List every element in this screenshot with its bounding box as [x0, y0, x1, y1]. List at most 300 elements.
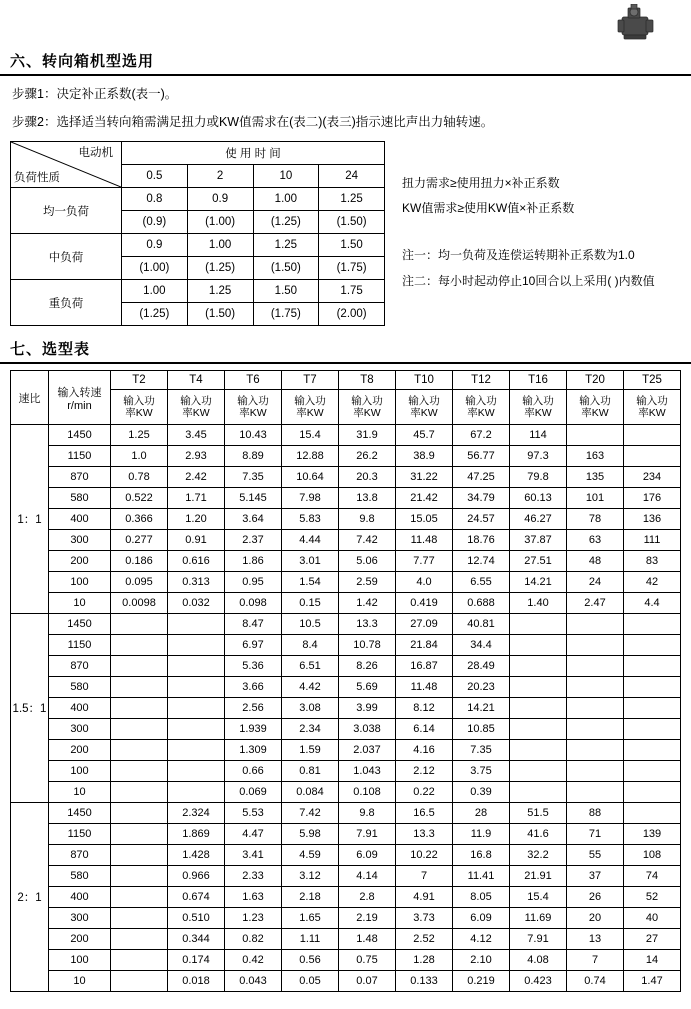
power-cell-T25: [624, 740, 681, 761]
power-cell-T2: [111, 698, 168, 719]
power-cell-T2: 0.0098: [111, 593, 168, 614]
power-cell-T6: 7.35: [225, 467, 282, 488]
power-cell-T4: [168, 761, 225, 782]
power-cell-T12: 0.219: [453, 971, 510, 992]
power-cell-T25: 139: [624, 824, 681, 845]
power-cell-T7: 5.83: [282, 509, 339, 530]
power-cell-T10: 16.87: [396, 656, 453, 677]
power-cell-T12: 7.35: [453, 740, 510, 761]
power-cell-T25: 40: [624, 908, 681, 929]
power-cell-T4: 1.20: [168, 509, 225, 530]
table-row: [11, 908, 681, 929]
hours-header-3: 24: [319, 165, 385, 188]
power-cell-T12: 56.77: [453, 446, 510, 467]
power-cell-T16: [510, 698, 567, 719]
power-cell-T6: 4.47: [225, 824, 282, 845]
power-cell-T6: 0.043: [225, 971, 282, 992]
power-cell-T10: 0.22: [396, 782, 453, 803]
power-cell-T25: 74: [624, 866, 681, 887]
coef-value: 1.50: [253, 280, 319, 303]
power-cell-T6: 1.939: [225, 719, 282, 740]
power-cell-T20: 88: [567, 803, 624, 824]
section-6-title: 六、转向箱机型选用: [0, 48, 691, 76]
power-cell-T20: [567, 677, 624, 698]
table-row: [11, 866, 681, 887]
coef-value-paren: (1.00): [122, 257, 188, 280]
power-cell-T8: 8.26: [339, 656, 396, 677]
selection-table-block: [10, 370, 681, 992]
load-row-label-1: 中负荷: [11, 234, 122, 280]
power-cell-T2: 1.25: [111, 425, 168, 446]
power-cell-T10: 16.5: [396, 803, 453, 824]
power-cell-T6: 8.47: [225, 614, 282, 635]
power-cell-T12: 14.21: [453, 698, 510, 719]
power-cell-T25: [624, 803, 681, 824]
power-cell-T20: [567, 614, 624, 635]
power-cell-T8: 2.037: [339, 740, 396, 761]
power-cell-T6: 8.89: [225, 446, 282, 467]
power-cell-T20: [567, 635, 624, 656]
power-cell-T7: 0.05: [282, 971, 339, 992]
power-cell-T25: 52: [624, 887, 681, 908]
coef-value: 1.25: [319, 188, 385, 211]
input-speed-cell: 1450: [49, 803, 111, 824]
power-cell-T20: [567, 761, 624, 782]
table-row: [11, 425, 681, 446]
power-cell-T10: 21.42: [396, 488, 453, 509]
power-cell-T4: [168, 656, 225, 677]
corner-label-bottom: 负荷性质: [14, 172, 60, 184]
load-row-label-2: 重负荷: [11, 280, 122, 326]
input-speed-cell: 10: [49, 593, 111, 614]
table-row: [11, 467, 681, 488]
power-cell-T2: [111, 803, 168, 824]
power-cell-T2: 0.277: [111, 530, 168, 551]
power-cell-T4: 2.42: [168, 467, 225, 488]
notes-block: [402, 171, 691, 294]
table-row: [11, 950, 681, 971]
header-unit: 输入功 率KW: [453, 390, 510, 425]
power-cell-T20: [567, 719, 624, 740]
power-cell-T12: 11.41: [453, 866, 510, 887]
power-cell-T25: [624, 782, 681, 803]
power-cell-T8: 3.99: [339, 698, 396, 719]
power-cell-T25: 111: [624, 530, 681, 551]
power-cell-T8: 1.48: [339, 929, 396, 950]
power-cell-T25: [624, 614, 681, 635]
power-cell-T10: 11.48: [396, 530, 453, 551]
power-cell-T12: 6.55: [453, 572, 510, 593]
power-cell-T6: 0.42: [225, 950, 282, 971]
header-model-T4: T4: [168, 371, 225, 390]
power-cell-T12: 28: [453, 803, 510, 824]
coef-value-paren: (1.50): [253, 257, 319, 280]
power-cell-T2: [111, 656, 168, 677]
power-cell-T4: [168, 614, 225, 635]
power-cell-T12: 10.85: [453, 719, 510, 740]
power-cell-T16: 15.4: [510, 887, 567, 908]
power-cell-T2: 0.522: [111, 488, 168, 509]
power-cell-T7: 2.34: [282, 719, 339, 740]
power-cell-T12: 12.74: [453, 551, 510, 572]
power-cell-T16: 27.51: [510, 551, 567, 572]
ratio-cell: 1：1: [11, 425, 49, 614]
power-cell-T16: 46.27: [510, 509, 567, 530]
power-cell-T2: 0.095: [111, 572, 168, 593]
input-speed-cell: 300: [49, 530, 111, 551]
power-cell-T7: 4.59: [282, 845, 339, 866]
power-cell-T25: [624, 698, 681, 719]
input-speed-cell: 200: [49, 740, 111, 761]
power-cell-T10: 6.14: [396, 719, 453, 740]
power-cell-T2: [111, 614, 168, 635]
coef-value: 0.9: [122, 234, 188, 257]
hours-header-1: 2: [187, 165, 253, 188]
power-cell-T12: 3.75: [453, 761, 510, 782]
power-cell-T20: 71: [567, 824, 624, 845]
power-cell-T4: 0.174: [168, 950, 225, 971]
power-cell-T16: [510, 614, 567, 635]
power-cell-T16: 41.6: [510, 824, 567, 845]
power-cell-T16: 21.91: [510, 866, 567, 887]
power-cell-T20: [567, 656, 624, 677]
power-cell-T12: 47.25: [453, 467, 510, 488]
power-cell-T7: 0.56: [282, 950, 339, 971]
power-cell-T7: 8.4: [282, 635, 339, 656]
power-cell-T12: 18.76: [453, 530, 510, 551]
power-cell-T12: 16.8: [453, 845, 510, 866]
power-cell-T12: 24.57: [453, 509, 510, 530]
power-cell-T10: 4.0: [396, 572, 453, 593]
power-cell-T2: [111, 740, 168, 761]
power-cell-T20: 135: [567, 467, 624, 488]
power-cell-T2: 0.366: [111, 509, 168, 530]
table-row: [11, 929, 681, 950]
power-cell-T20: 101: [567, 488, 624, 509]
step-2-text: 步骤2：选择适当转向箱需满足扭力或KW值需求在(表二)(表三)指示速比声出力轴转速。: [12, 114, 494, 129]
input-speed-cell: 870: [49, 656, 111, 677]
power-cell-T25: 4.4: [624, 593, 681, 614]
header-unit: 输入功 率KW: [510, 390, 567, 425]
power-cell-T6: 1.63: [225, 887, 282, 908]
power-cell-T10: 8.12: [396, 698, 453, 719]
power-cell-T6: 3.64: [225, 509, 282, 530]
power-cell-T10: 3.73: [396, 908, 453, 929]
table-row: [11, 803, 681, 824]
power-cell-T4: 0.032: [168, 593, 225, 614]
table-row: [11, 551, 681, 572]
power-cell-T4: [168, 740, 225, 761]
power-cell-T8: 1.42: [339, 593, 396, 614]
power-cell-T12: 34.4: [453, 635, 510, 656]
power-cell-T10: 15.05: [396, 509, 453, 530]
coef-value: 1.25: [187, 280, 253, 303]
power-cell-T16: [510, 719, 567, 740]
input-speed-cell: 1150: [49, 446, 111, 467]
table-row: [11, 824, 681, 845]
power-cell-T4: 0.510: [168, 908, 225, 929]
power-cell-T4: [168, 782, 225, 803]
power-cell-T25: 1.47: [624, 971, 681, 992]
header-unit: 输入功 率KW: [225, 390, 282, 425]
coef-value-paren: (1.75): [253, 303, 319, 326]
power-cell-T7: 3.01: [282, 551, 339, 572]
header-input-speed: 输入转速 r/min: [49, 371, 111, 425]
table-row: [11, 572, 681, 593]
coef-value: 1.25: [253, 234, 319, 257]
power-cell-T12: 67.2: [453, 425, 510, 446]
table-row: [11, 593, 681, 614]
coef-value-paren: (0.9): [122, 211, 188, 234]
power-cell-T25: 27: [624, 929, 681, 950]
corner-label-top: 电动机: [78, 147, 113, 159]
power-cell-T20: 78: [567, 509, 624, 530]
header-model-T2: T2: [111, 371, 168, 390]
power-cell-T20: 163: [567, 446, 624, 467]
power-cell-T7: 4.44: [282, 530, 339, 551]
power-cell-T12: 28.49: [453, 656, 510, 677]
power-cell-T12: 40.81: [453, 614, 510, 635]
power-cell-T16: [510, 656, 567, 677]
power-cell-T7: 0.084: [282, 782, 339, 803]
power-cell-T4: 1.869: [168, 824, 225, 845]
coef-value: 1.00: [187, 234, 253, 257]
coef-value-paren: (1.00): [187, 211, 253, 234]
power-cell-T7: 10.5: [282, 614, 339, 635]
power-cell-T7: 7.98: [282, 488, 339, 509]
input-speed-cell: 400: [49, 698, 111, 719]
power-cell-T25: [624, 677, 681, 698]
power-cell-T6: 2.33: [225, 866, 282, 887]
input-speed-cell: 200: [49, 551, 111, 572]
power-cell-T6: 2.56: [225, 698, 282, 719]
power-cell-T12: 6.09: [453, 908, 510, 929]
power-cell-T2: [111, 782, 168, 803]
power-cell-T4: 2.324: [168, 803, 225, 824]
input-speed-cell: 300: [49, 719, 111, 740]
coef-value: 1.75: [319, 280, 385, 303]
power-cell-T20: 13: [567, 929, 624, 950]
table-corner-cell: [11, 142, 122, 188]
power-cell-T25: [624, 446, 681, 467]
power-cell-T4: 0.344: [168, 929, 225, 950]
power-cell-T7: 15.4: [282, 425, 339, 446]
power-cell-T7: 1.54: [282, 572, 339, 593]
table-row: [11, 488, 681, 509]
power-cell-T25: 108: [624, 845, 681, 866]
power-cell-T2: [111, 635, 168, 656]
header-strip: [0, 0, 691, 48]
power-cell-T7: 3.12: [282, 866, 339, 887]
input-speed-cell: 100: [49, 572, 111, 593]
power-cell-T10: 27.09: [396, 614, 453, 635]
table-row: [11, 971, 681, 992]
coef-value-paren: (1.25): [253, 211, 319, 234]
step-1-text: 步骤1：决定补正系数(表一)。: [12, 87, 178, 101]
power-cell-T10: 0.419: [396, 593, 453, 614]
input-speed-cell: 580: [49, 488, 111, 509]
power-cell-T8: 9.8: [339, 803, 396, 824]
power-cell-T25: [624, 719, 681, 740]
power-cell-T6: 5.36: [225, 656, 282, 677]
power-cell-T2: 0.78: [111, 467, 168, 488]
power-cell-T10: 2.12: [396, 761, 453, 782]
header-model-T20: T20: [567, 371, 624, 390]
power-cell-T16: 114: [510, 425, 567, 446]
power-cell-T12: 34.79: [453, 488, 510, 509]
power-cell-T16: 79.8: [510, 467, 567, 488]
power-cell-T4: 1.71: [168, 488, 225, 509]
power-cell-T25: 14: [624, 950, 681, 971]
power-cell-T8: 31.9: [339, 425, 396, 446]
power-cell-T4: 0.018: [168, 971, 225, 992]
header-unit: 输入功 率KW: [624, 390, 681, 425]
power-cell-T4: 0.91: [168, 530, 225, 551]
header-model-T16: T16: [510, 371, 567, 390]
power-cell-T8: 2.19: [339, 908, 396, 929]
power-cell-T2: [111, 929, 168, 950]
power-cell-T8: 0.108: [339, 782, 396, 803]
power-cell-T16: 51.5: [510, 803, 567, 824]
power-cell-T4: 0.616: [168, 551, 225, 572]
power-cell-T8: 9.8: [339, 509, 396, 530]
input-speed-cell: 10: [49, 971, 111, 992]
table-row: [11, 761, 681, 782]
input-speed-cell: 10: [49, 782, 111, 803]
power-cell-T7: 0.81: [282, 761, 339, 782]
power-cell-T2: [111, 845, 168, 866]
selection-table-body: [11, 425, 681, 992]
power-cell-T16: 7.91: [510, 929, 567, 950]
power-cell-T6: 1.86: [225, 551, 282, 572]
power-cell-T2: [111, 908, 168, 929]
header-unit: 输入功 率KW: [567, 390, 624, 425]
table-row: [11, 530, 681, 551]
power-cell-T8: 0.75: [339, 950, 396, 971]
table-row: [11, 656, 681, 677]
power-cell-T25: [624, 761, 681, 782]
power-cell-T10: 1.28: [396, 950, 453, 971]
coef-value: 0.9: [187, 188, 253, 211]
power-cell-T16: 1.40: [510, 593, 567, 614]
header-unit: 输入功 率KW: [396, 390, 453, 425]
power-cell-T10: 7.77: [396, 551, 453, 572]
power-cell-T25: [624, 656, 681, 677]
power-cell-T2: [111, 824, 168, 845]
coef-value-paren: (1.50): [187, 303, 253, 326]
header-unit: 输入功 率KW: [111, 390, 168, 425]
power-cell-T2: [111, 677, 168, 698]
hours-header-0: 0.5: [122, 165, 188, 188]
header-model-T25: T25: [624, 371, 681, 390]
header-model-T8: T8: [339, 371, 396, 390]
power-cell-T8: 5.69: [339, 677, 396, 698]
power-cell-T20: [567, 782, 624, 803]
power-cell-T8: 7.91: [339, 824, 396, 845]
power-cell-T10: 21.84: [396, 635, 453, 656]
input-speed-cell: 870: [49, 467, 111, 488]
power-cell-T16: [510, 782, 567, 803]
power-cell-T8: 10.78: [339, 635, 396, 656]
coef-value: 1.00: [253, 188, 319, 211]
power-cell-T2: [111, 761, 168, 782]
power-cell-T20: 63: [567, 530, 624, 551]
input-speed-cell: 100: [49, 761, 111, 782]
coef-value-paren: (2.00): [319, 303, 385, 326]
power-cell-T8: 1.043: [339, 761, 396, 782]
input-speed-cell: 400: [49, 887, 111, 908]
power-cell-T8: 2.59: [339, 572, 396, 593]
power-cell-T20: 55: [567, 845, 624, 866]
input-speed-cell: 1150: [49, 635, 111, 656]
selection-table-head: [11, 371, 681, 425]
power-cell-T8: 13.3: [339, 614, 396, 635]
power-cell-T16: 37.87: [510, 530, 567, 551]
power-cell-T7: 1.11: [282, 929, 339, 950]
power-cell-T25: 42: [624, 572, 681, 593]
power-cell-T7: 4.42: [282, 677, 339, 698]
power-cell-T10: 11.48: [396, 677, 453, 698]
table-row: [11, 740, 681, 761]
power-cell-T6: 5.145: [225, 488, 282, 509]
note-torque: 扭力需求≥使用扭力×补正系数: [402, 176, 560, 190]
header-unit: 输入功 率KW: [168, 390, 225, 425]
power-cell-T7: 1.65: [282, 908, 339, 929]
input-speed-cell: 580: [49, 866, 111, 887]
table-row: [11, 677, 681, 698]
power-cell-T4: 0.313: [168, 572, 225, 593]
power-cell-T16: [510, 677, 567, 698]
power-cell-T6: 0.098: [225, 593, 282, 614]
power-cell-T4: [168, 635, 225, 656]
section-7-title: 七、选型表: [0, 336, 691, 364]
power-cell-T16: 32.2: [510, 845, 567, 866]
input-speed-cell: 300: [49, 908, 111, 929]
table-row: [11, 509, 681, 530]
power-cell-T25: 234: [624, 467, 681, 488]
usage-time-header: 使 用 时 间: [122, 142, 385, 165]
power-cell-T8: 6.09: [339, 845, 396, 866]
table-row: [11, 698, 681, 719]
power-cell-T8: 13.8: [339, 488, 396, 509]
power-cell-T12: 11.9: [453, 824, 510, 845]
power-cell-T10: 45.7: [396, 425, 453, 446]
power-cell-T10: 2.52: [396, 929, 453, 950]
header-model-T7: T7: [282, 371, 339, 390]
power-cell-T2: [111, 887, 168, 908]
table-row: [11, 614, 681, 635]
power-cell-T4: [168, 677, 225, 698]
input-speed-cell: 1450: [49, 425, 111, 446]
power-cell-T12: 4.12: [453, 929, 510, 950]
power-cell-T4: 1.428: [168, 845, 225, 866]
power-cell-T4: [168, 698, 225, 719]
coef-value: 1.50: [319, 234, 385, 257]
input-speed-cell: 1450: [49, 614, 111, 635]
power-cell-T6: 5.53: [225, 803, 282, 824]
power-cell-T6: 6.97: [225, 635, 282, 656]
power-cell-T6: 0.069: [225, 782, 282, 803]
coef-value-paren: (1.75): [319, 257, 385, 280]
power-cell-T25: 83: [624, 551, 681, 572]
power-cell-T8: 5.06: [339, 551, 396, 572]
power-cell-T20: [567, 425, 624, 446]
coef-value: 1.00: [122, 280, 188, 303]
correction-factor-block: [10, 141, 681, 326]
power-cell-T4: 0.674: [168, 887, 225, 908]
power-cell-T20: 37: [567, 866, 624, 887]
power-cell-T2: [111, 866, 168, 887]
